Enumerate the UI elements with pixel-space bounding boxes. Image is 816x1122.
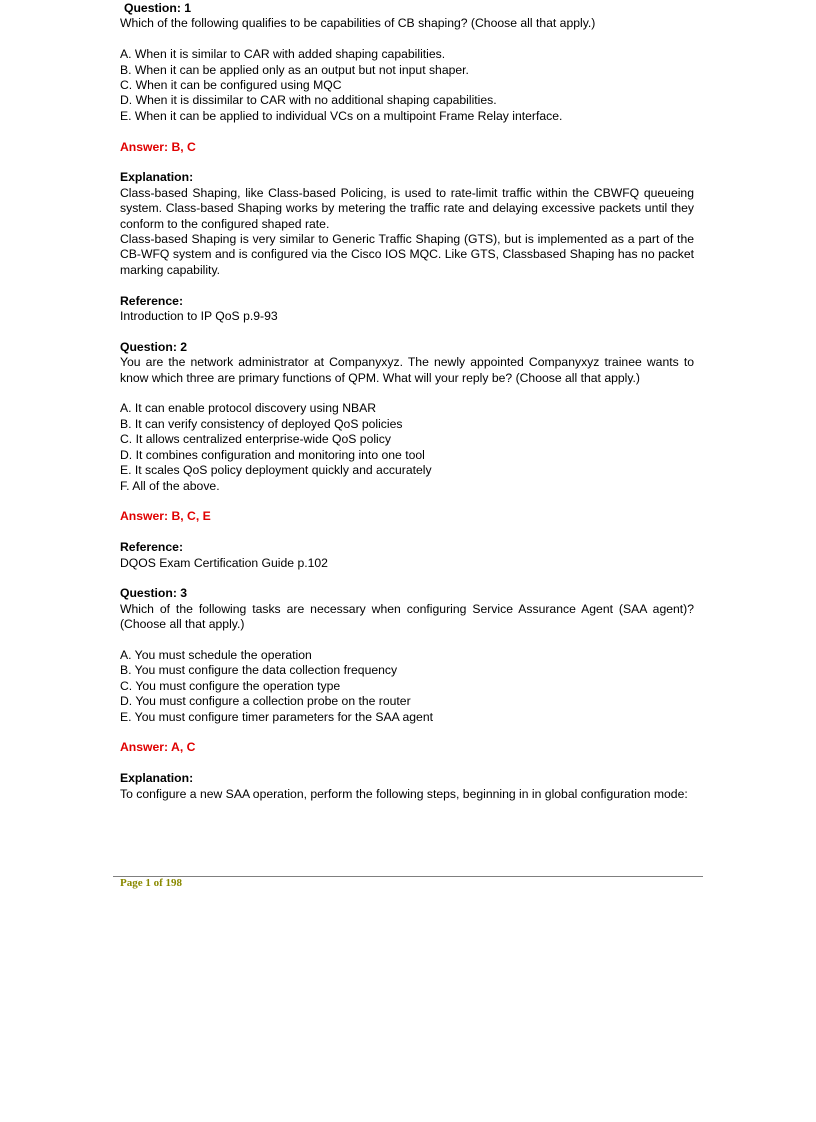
question-3-answer: Answer: A, C — [120, 740, 196, 755]
question-3-prompt: Which of the following tasks are necessary when configuring Service Assurance Agent (SAA agent)? (Choose all that apply.) — [120, 601, 694, 632]
question-2-reference-heading: Reference: — [120, 540, 183, 555]
question-2-option-e: E. It scales QoS policy deployment quickly and accurately — [120, 463, 432, 478]
document-body — [120, 1, 694, 802]
question-2-title: Question: 2 — [120, 339, 188, 354]
question-1-option-b: B. When it can be applied only as an output but not input shaper. — [120, 62, 469, 77]
question-3-option-e: E. You must configure timer parameters for the SAA agent — [120, 709, 433, 724]
question-1-title: Question: 1 — [124, 1, 192, 15]
question-1-option-e: E. When it can be applied to individual VCs on a multipoint Frame Relay interface. — [120, 108, 563, 123]
question-2-prompt: You are the network administrator at Companyxyz. The newly appointed Companyxyz trainee wants to know which three are primary functions of QPM. What will your reply be? (Choose all that apply.) — [120, 355, 694, 385]
question-1-answer: Answer: B, C — [120, 139, 196, 154]
question-1-explanation-paragraph-1: Class-based Shaping, like Class-based Policing, is used to rate-limit traffic within the CBWFQ queueing system. Class-based Shaping works by metering the traffic rate and delaying excessive packets until they conform to the configured shaped rate. — [120, 185, 694, 231]
question-3-title: Question: 3 — [120, 586, 188, 601]
question-3-explanation-heading: Explanation: — [120, 771, 194, 786]
question-3-option-d: D. You must configure a collection probe on the router — [120, 694, 411, 709]
question-3-option-b: B. You must configure the data collection frequency — [120, 663, 398, 678]
page-number: Page 1 of 198 — [120, 877, 183, 889]
question-3-explanation-paragraph-1: To configure a new SAA operation, perform the following steps, beginning in in global configuration mode: — [120, 786, 688, 801]
question-2-option-f: F. All of the above. — [120, 478, 220, 493]
question-3-option-c: C. You must configure the operation type — [120, 678, 341, 693]
question-1-reference: Introduction to IP QoS p.9-93 — [120, 309, 278, 324]
question-1-option-a: A. When it is similar to CAR with added shaping capabilities. — [120, 47, 446, 62]
question-2-answer: Answer: B, C, E — [120, 509, 211, 524]
question-3-option-a: A. You must schedule the operation — [120, 647, 312, 662]
question-1-option-c: C. When it can be configured using MQC — [120, 78, 342, 93]
question-2-option-c: C. It allows centralized enterprise-wide QoS policy — [120, 432, 391, 447]
question-2-option-b: B. It can verify consistency of deployed QoS policies — [120, 416, 403, 431]
question-1-prompt: Which of the following qualifies to be capabilities of CB shaping? (Choose all that apply.) — [120, 16, 596, 31]
footer-divider — [113, 876, 703, 877]
question-2-reference: DQOS Exam Certification Guide p.102 — [120, 555, 328, 570]
question-1-explanation-paragraph-2: Class-based Shaping is very similar to Generic Traffic Shaping (GTS), but is implemented as a part of the CB-WFQ system and is configured via the Cisco IOS MQC. Like GTS, Classbased Shaping has no packet marking capability. — [120, 232, 694, 277]
question-1-explanation-heading: Explanation: — [120, 170, 194, 185]
question-2-option-a: A. It can enable protocol discovery using NBAR — [120, 401, 377, 416]
question-1-reference-heading: Reference: — [120, 293, 183, 308]
question-2-option-d: D. It combines configuration and monitoring into one tool — [120, 447, 425, 462]
question-1-option-d: D. When it is dissimilar to CAR with no additional shaping capabilities. — [120, 93, 497, 108]
